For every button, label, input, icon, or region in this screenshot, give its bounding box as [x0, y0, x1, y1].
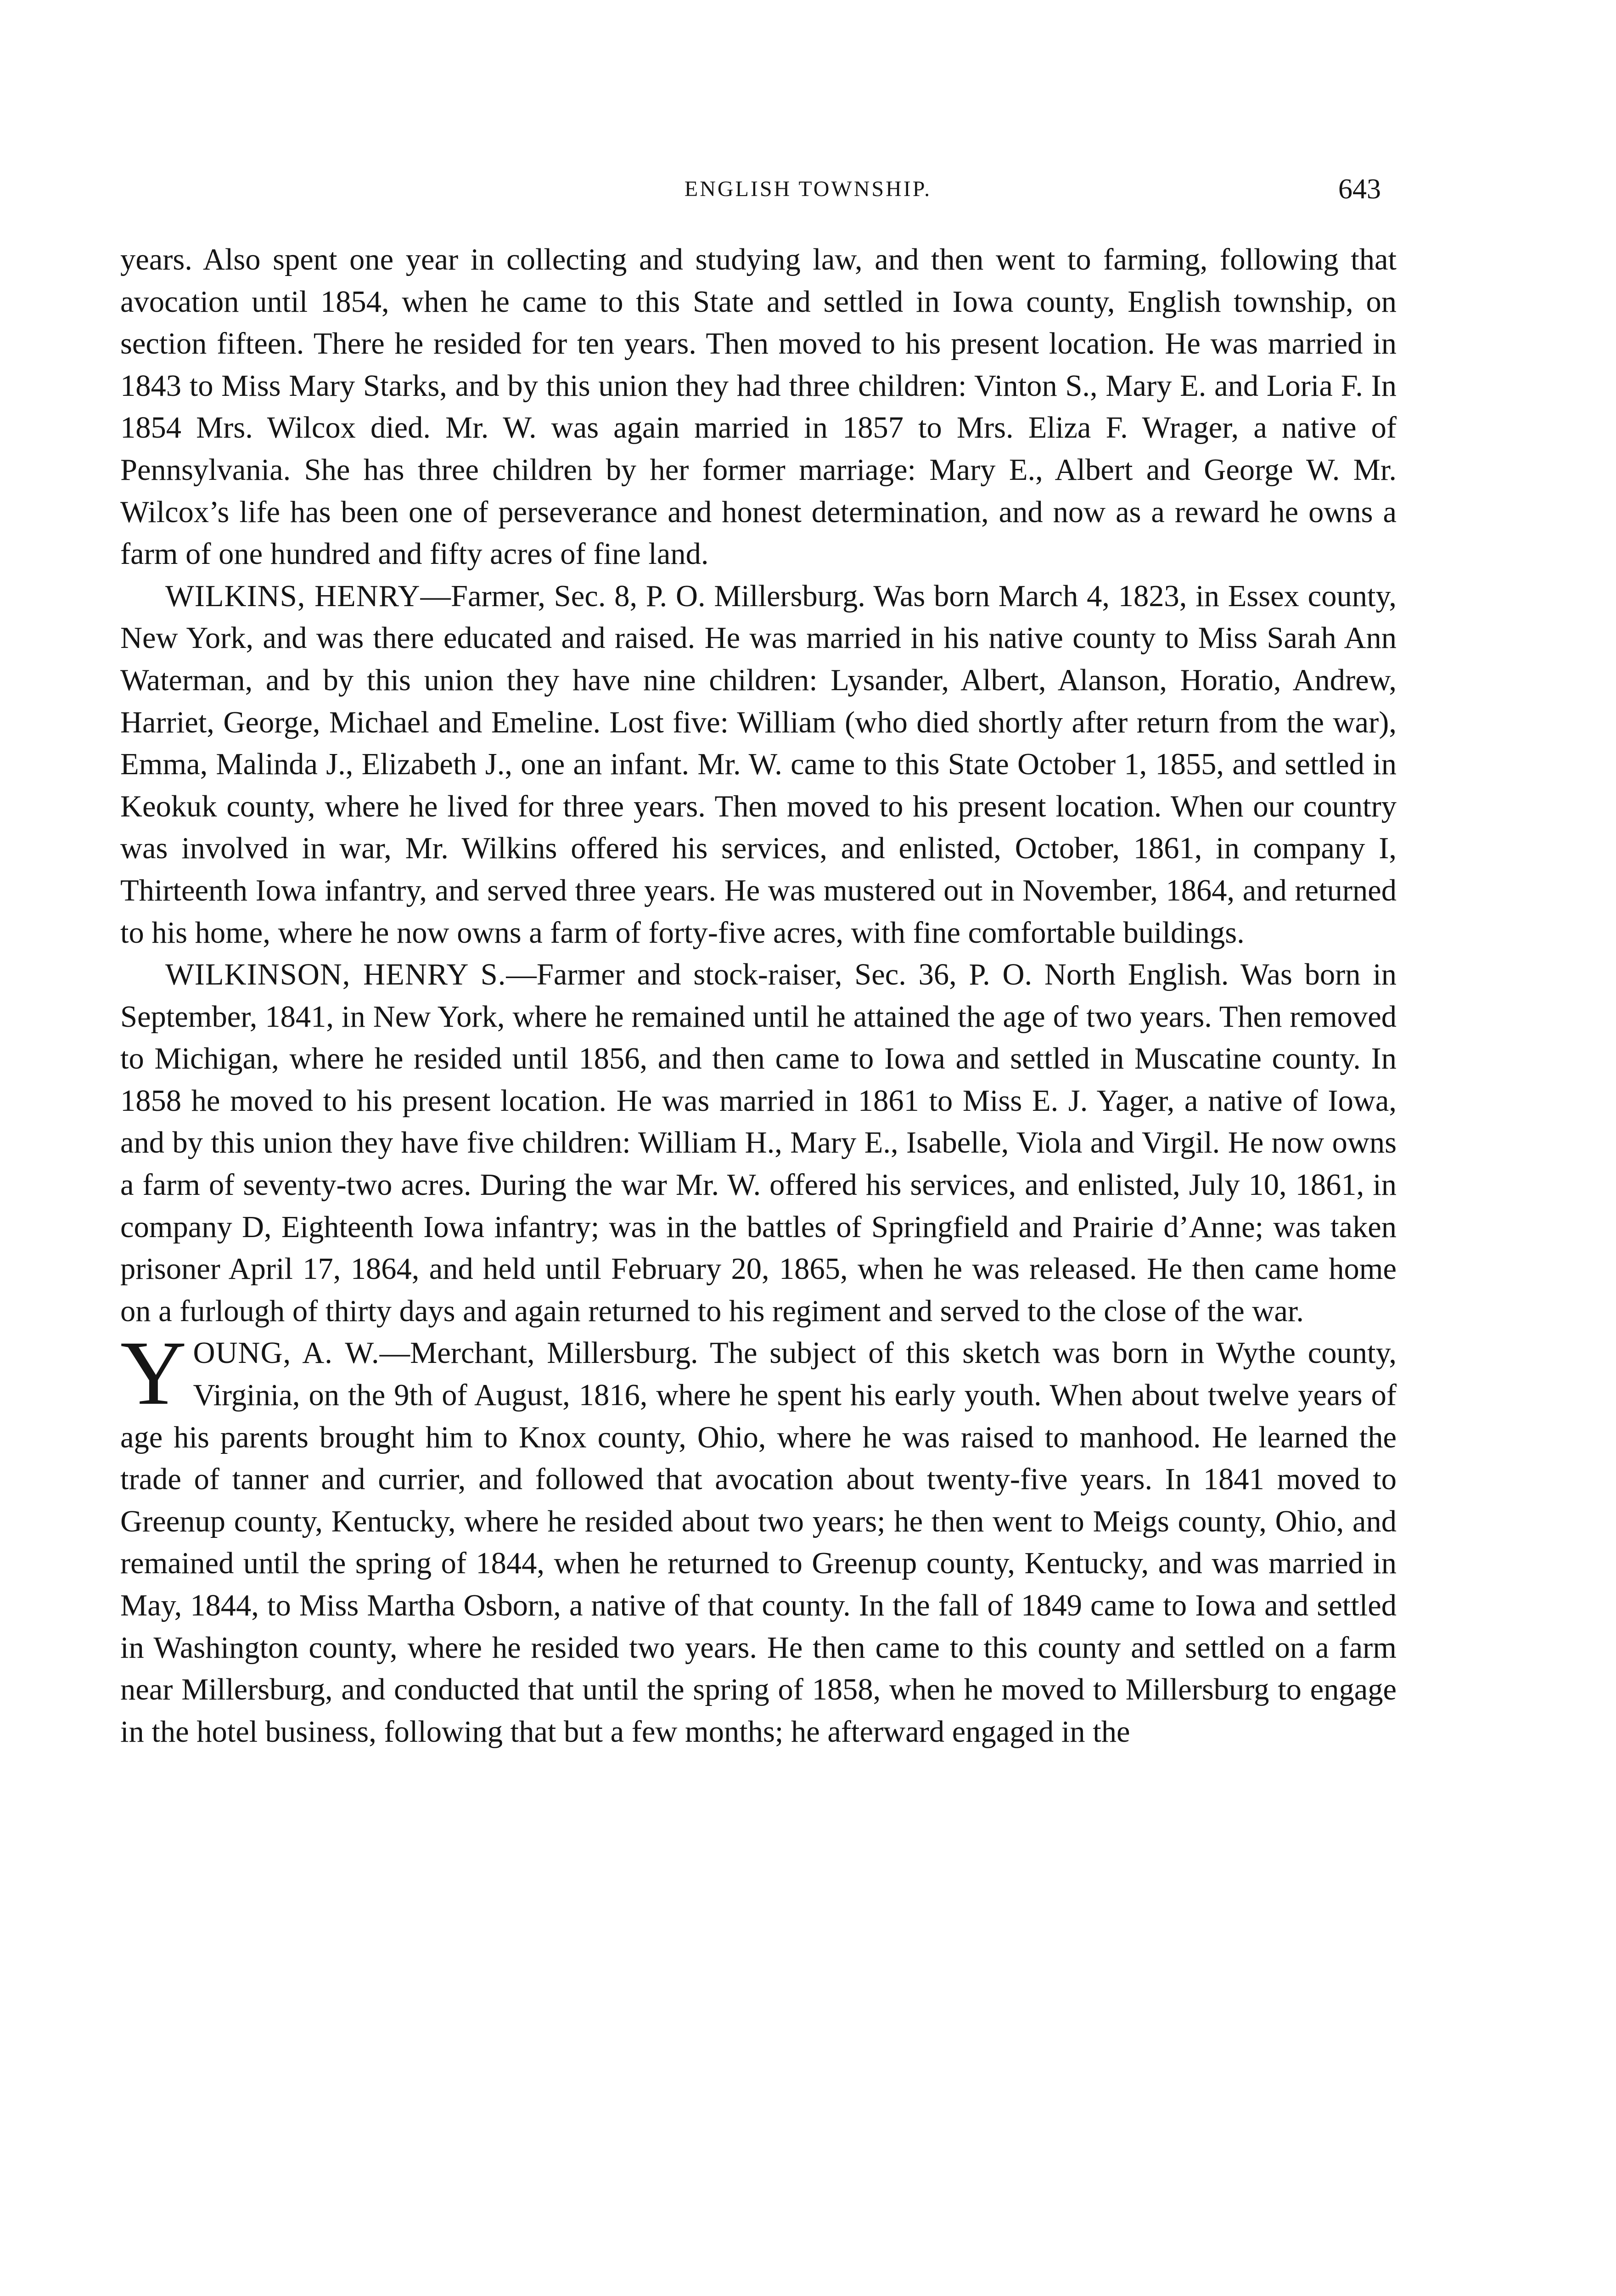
entry-text: —Farmer and stock-raiser, Sec. 36, P. O. North English. Was born in September, 1841, in New York, where he remained until he attained the age of two years. Then removed to Michigan, where he resided until 1856, and then came to Iowa and settled in Muscatine county. In 1858 he moved to his present location. He was married in 1861 to Miss E. J. Yager, a native of Iowa, and by this union they have five children: William H., Mary E., Isabelle, Viola and Virgil. He now owns a farm of seventy-two acres. During the war Mr. W. offered his services, and enlisted, July 10, 1861, in company D, Eighteenth Iowa infantry; was in the battles of Springfield and Prairie d’Anne; was taken prisoner April 17, 1864, and held until February 20, 1865, when he was released. He then came home on a furlough of thirty days and again returned to his regiment and served to the close of the war. [120, 958, 1397, 1328]
entry-text: —Merchant, Millersburg. The subject of this sketch was born in Wythe county, Virginia, on the 9th of August, 1816, where he spent his early youth. When about twelve years of age his parents brought him to Knox county, Ohio, where he was raised to manhood. He learned the trade of tanner and currier, and followed that avocation about twenty-five years. In 1841 moved to Greenup county, Kentucky, where he resided about two years; he then went to Meigs county, Ohio, and remained until the spring of 1844, when he returned to Greenup county, Kentucky, and was married in May, 1844, to Miss Martha Osborn, a native of that county. In the fall of 1849 came to Iowa and settled in Washington county, where he resided two years. He then came to this county and settled on a farm near Millersburg, and conducted that until the spring of 1858, when he moved to Millersburg to engage in the hotel business, following that but a few months; he afterward engaged in the [120, 1336, 1397, 1749]
drop-cap: Y [120, 1322, 187, 1424]
page-number: 643 [1338, 174, 1381, 205]
paragraph-young-aw [120, 1322, 1397, 1753]
paragraph-wilkins-henry [120, 575, 1397, 954]
paragraph-wilcox-continued: years. Also spent one year in collecting and studying law, and then went to farming, following that avocation until 1854, when he came to this State and settled in Iowa county, English township, on section fifteen. There he resided for ten years. Then moved to his present location. He was married in 1843 to Miss Mary Starks, and by this union they had three children: Vinton S., Mary E. and Loria F. In 1854 Mrs. Wilcox died. Mr. W. was again married in 1857 to Mrs. Eliza F. Wrager, a native of Pennsylvania. She has three children by her former marriage: Mary E., Albert and George W. Mr. Wilcox’s life has been one of perseverance and honest determination, and now as a reward he owns a farm of one hundred and fifty acres of fine land. [120, 243, 1397, 571]
paragraph-wilkinson-henry [120, 954, 1397, 1332]
entry-name: OUNG, A. W. [193, 1336, 380, 1370]
running-head [0, 171, 1616, 208]
entry-name: WILKINS, HENRY [165, 579, 421, 613]
entry-text: —Farmer, Sec. 8, P. O. Millersburg. Was born March 4, 1823, in Essex county, New York, and was there educated and raised. He was married in his native county to Miss Sarah Ann Waterman, and by this union they have nine children: Lysander, Albert, Alanson, Horatio, Andrew, Harriet, George, Michael and Emeline. Lost five: William (who died shortly after return from the war), Emma, Malinda J., Elizabeth J., one an infant. Mr. W. came to this State October 1, 1855, and settled in Keokuk county, where he lived for three years. Then moved to his present location. When our country was involved in war, Mr. Wilkins offered his services, and enlisted, October, 1861, in company I, Thirteenth Iowa infantry, and served three years. He was mustered out in November, 1864, and returned to his home, where he now owns a farm of forty-five acres, with fine comfortable buildings. [120, 579, 1397, 950]
entry-name: WILKINSON, HENRY S. [165, 958, 506, 992]
running-title: ENGLISH TOWNSHIP. [684, 177, 932, 201]
body-text [120, 239, 1397, 1753]
